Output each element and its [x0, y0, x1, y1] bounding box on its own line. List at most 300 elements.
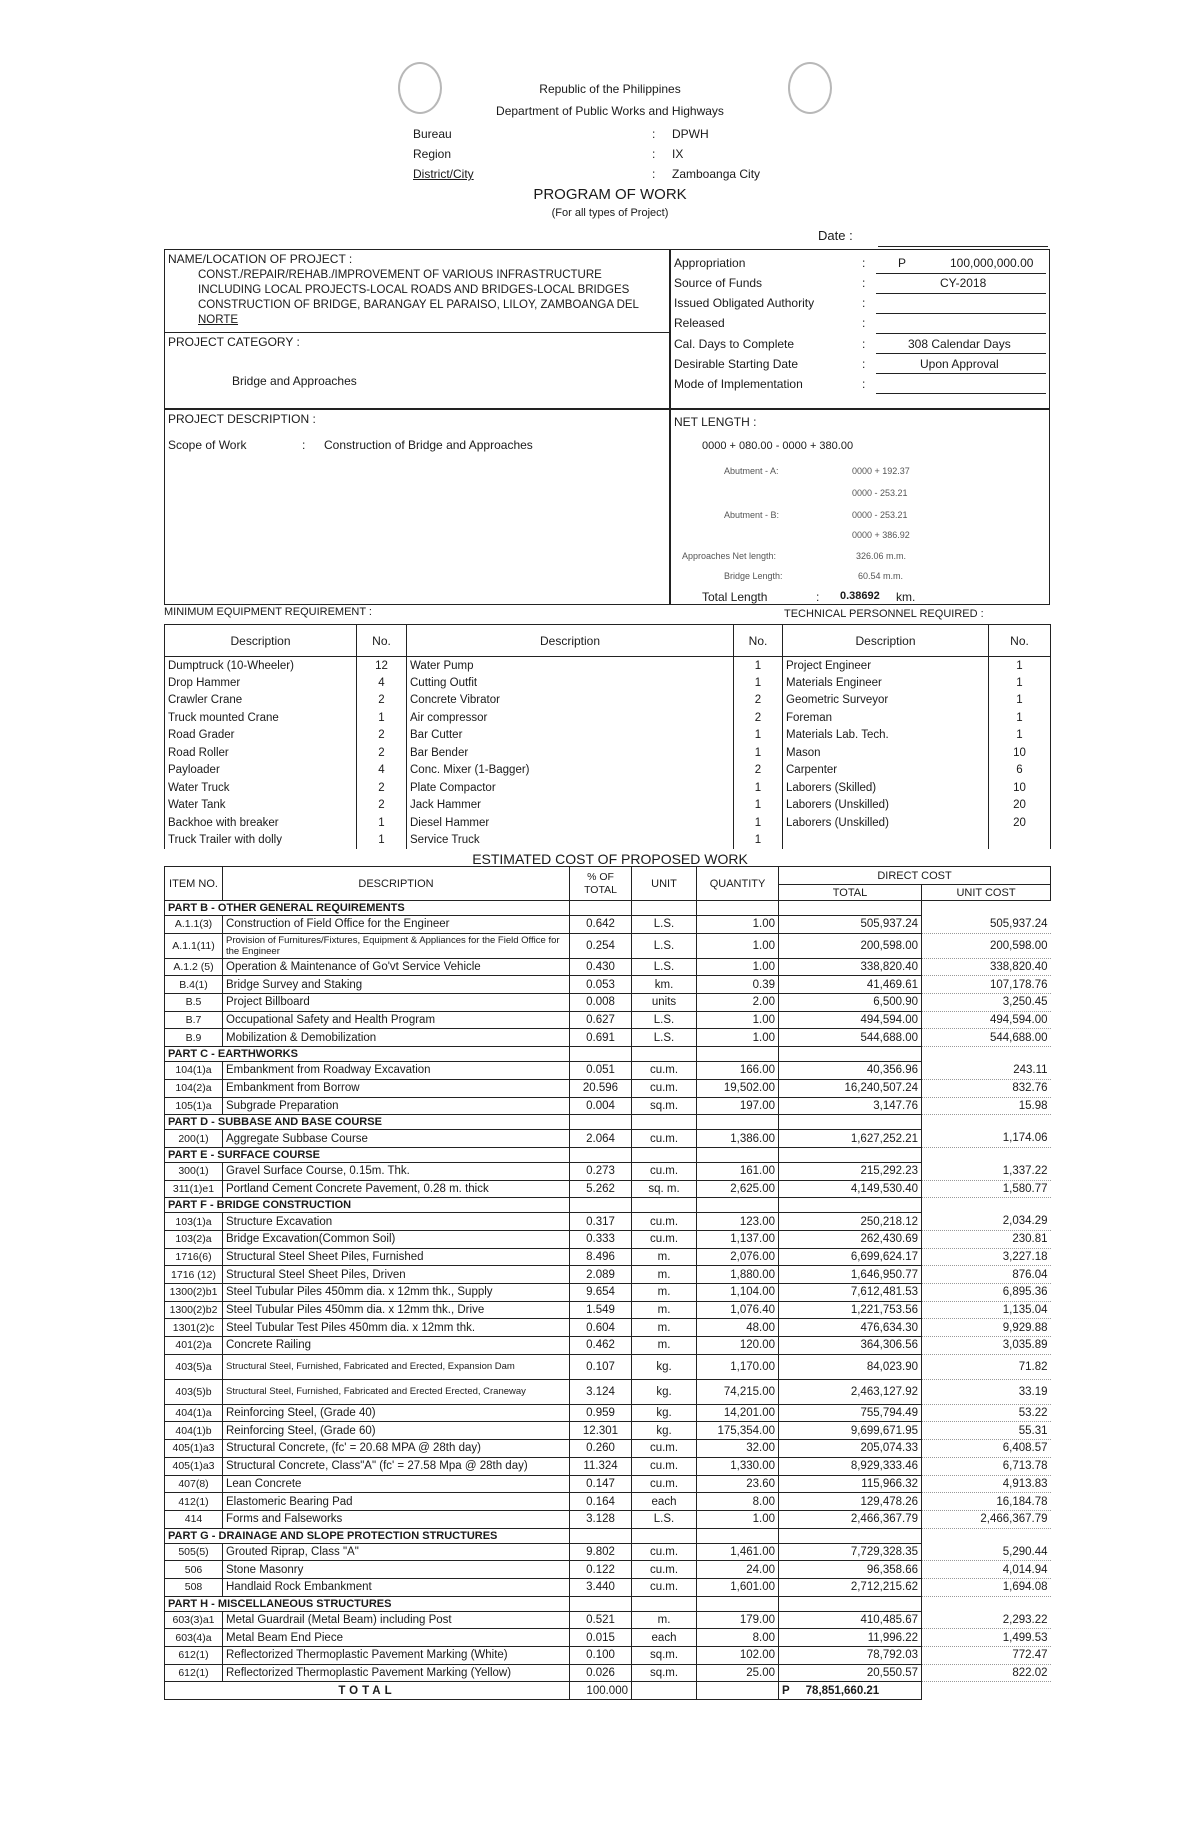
percent-of-total: 0.147 [570, 1475, 632, 1493]
table-row [165, 1062, 1051, 1080]
table-row [165, 1213, 1051, 1231]
empty-cell [779, 1115, 922, 1130]
empty-cell [632, 1198, 697, 1213]
equipment-desc: Air compressor [407, 709, 734, 727]
percent-of-total: 0.100 [570, 1647, 632, 1665]
station-range: 0000 + 080.00 - 0000 + 380.00 [702, 440, 854, 452]
total-cost: 505,937.24 [779, 916, 922, 934]
total-cost: 6,500.90 [779, 994, 922, 1012]
table-row [165, 1097, 1051, 1115]
equipment-desc-header: Description [165, 625, 357, 657]
equipment-desc: Plate Compactor [407, 779, 734, 797]
bureau-colon: : [652, 127, 656, 141]
empty-cell [697, 1147, 779, 1162]
republic-title: Republic of the Philippines [539, 82, 681, 96]
unit-cost: 2,034.29 [922, 1213, 1051, 1231]
region-colon: : [652, 147, 656, 161]
empty-cell [697, 1596, 779, 1611]
quantity: 175,354.00 [697, 1422, 779, 1440]
percent-of-total: 0.430 [570, 958, 632, 976]
percent-of-total: 0.122 [570, 1561, 632, 1579]
equipment-count: 12 [357, 657, 407, 675]
empty-cell [697, 901, 779, 916]
region-label: Region [413, 147, 452, 161]
unit-cost: 1,174.06 [922, 1130, 1051, 1148]
unit: m. [632, 1266, 697, 1284]
equipment-desc: Water Truck [165, 779, 357, 797]
equipment-row [165, 832, 1051, 850]
total-cost: 215,292.23 [779, 1162, 922, 1180]
equipment-desc: Conc. Mixer (1-Bagger) [407, 762, 734, 780]
item-no: B.5 [165, 994, 223, 1012]
personnel-count: 1 [989, 709, 1051, 727]
table-row [165, 1248, 1051, 1266]
item-no: 401(2)a [165, 1337, 223, 1355]
total-cost: 364,306.56 [779, 1337, 922, 1355]
source-funds-label: Source of Funds [674, 276, 763, 290]
table-row [165, 1284, 1051, 1302]
empty-cell [632, 1528, 697, 1543]
percent-of-total: 0.642 [570, 916, 632, 934]
equipment-title: MINIMUM EQUIPMENT REQUIREMENT : [164, 606, 372, 618]
percent-of-total: 0.604 [570, 1319, 632, 1337]
days-label: Cal. Days to Complete [674, 337, 795, 351]
unit-cost: 3,250.45 [922, 994, 1051, 1012]
item-no: 603(4)a [165, 1629, 223, 1647]
unit: m. [632, 1611, 697, 1629]
percent-of-total: 20.596 [570, 1079, 632, 1097]
equipment-count: 2 [734, 709, 783, 727]
empty-cell [570, 1596, 632, 1611]
page-subtitle: (For all types of Project) [551, 207, 669, 219]
percent-of-total: 0.959 [570, 1404, 632, 1422]
quantity: 1.00 [697, 933, 779, 958]
total-cost: 544,688.00 [779, 1029, 922, 1047]
unit-cost: 16,184.78 [922, 1493, 1051, 1511]
unit: kg. [632, 1379, 697, 1404]
item-no: 200(1) [165, 1130, 223, 1148]
total-cost: 4,149,530.40 [779, 1180, 922, 1198]
equipment-row [165, 814, 1051, 832]
item-description: Steel Tubular Test Piles 450mm dia. x 12mm thk. [223, 1319, 570, 1337]
unit: cu.m. [632, 1130, 697, 1148]
table-row [165, 958, 1051, 976]
quantity: 1,330.00 [697, 1457, 779, 1475]
quantity: 1,137.00 [697, 1230, 779, 1248]
unit-cost: 494,594.00 [922, 1011, 1051, 1029]
empty-cell [922, 1147, 1051, 1162]
item-no: A.1.1(11) [165, 933, 223, 958]
unit-cost: 544,688.00 [922, 1029, 1051, 1047]
scope-label: Scope of Work [168, 438, 247, 452]
percent-of-total: 0.164 [570, 1493, 632, 1511]
unit: cu.m. [632, 1457, 697, 1475]
quantity: 179.00 [697, 1611, 779, 1629]
item-no: 612(1) [165, 1664, 223, 1682]
equipment-count: 2 [357, 744, 407, 762]
unit-cost: 200,598.00 [922, 933, 1051, 958]
equipment-desc: Bar Cutter [407, 727, 734, 745]
total-cost: 20,550.57 [779, 1664, 922, 1682]
item-description: Structural Steel, Furnished, Fabricated and Erected, Expansion Dam [223, 1354, 570, 1379]
total-cost: 1,646,950.77 [779, 1266, 922, 1284]
item-no: B.7 [165, 1011, 223, 1029]
empty-cell [779, 1528, 922, 1543]
item-no: 103(1)a [165, 1213, 223, 1231]
total-cost: 41,469.61 [779, 976, 922, 994]
personnel-desc [783, 832, 989, 850]
item-description: Bridge Survey and Staking [223, 976, 570, 994]
table-row [165, 1354, 1051, 1379]
unit: m. [632, 1301, 697, 1319]
equipment-count: 2 [734, 762, 783, 780]
percent-of-total: 0.107 [570, 1354, 632, 1379]
table-row [165, 1266, 1051, 1284]
personnel-desc: Project Engineer [783, 657, 989, 675]
percent-of-total: 0.521 [570, 1611, 632, 1629]
table-row [165, 1664, 1051, 1682]
unit: cu.m. [632, 1543, 697, 1561]
quantity: 1.00 [697, 1029, 779, 1047]
scope-value: Construction of Bridge and Approaches [324, 438, 533, 452]
total-length-unit: km. [896, 590, 916, 604]
unit: m. [632, 1337, 697, 1355]
equipment-count: 2 [357, 692, 407, 710]
quantity: 74,215.00 [697, 1379, 779, 1404]
unit: sq.m. [632, 1647, 697, 1665]
personnel-desc: Laborers (Unskilled) [783, 797, 989, 815]
equipment-count: 2 [357, 727, 407, 745]
item-description: Steel Tubular Piles 450mm dia. x 12mm thk., Supply [223, 1284, 570, 1302]
unit-header: UNIT [632, 867, 697, 901]
equipment-desc: Jack Hammer [407, 797, 734, 815]
unit-cost: 832.76 [922, 1079, 1051, 1097]
empty-cell [697, 1528, 779, 1543]
table-row [165, 1561, 1051, 1579]
unit: each [632, 1629, 697, 1647]
quantity: 0.39 [697, 976, 779, 994]
abutment-b-label: Abutment - B: [724, 510, 780, 520]
table-row [165, 1162, 1051, 1180]
total-cost: 262,430.69 [779, 1230, 922, 1248]
empty-cell [922, 1596, 1051, 1611]
table-row [165, 1440, 1051, 1458]
unit-cost: 4,014.94 [922, 1561, 1051, 1579]
days-value: 308 Calendar Days [908, 337, 1011, 351]
field-line [876, 293, 1046, 294]
item-description: Embankment from Borrow [223, 1079, 570, 1097]
table-row [165, 1404, 1051, 1422]
equipment-row [165, 657, 1051, 675]
equipment-row [165, 779, 1051, 797]
personnel-desc: Materials Engineer [783, 674, 989, 692]
quantity: 19,502.00 [697, 1079, 779, 1097]
empty-cell [922, 1198, 1051, 1213]
total-cost: 205,074.33 [779, 1440, 922, 1458]
empty-cell [779, 901, 922, 916]
percent-of-total: 5.262 [570, 1180, 632, 1198]
field-line [876, 373, 1046, 374]
empty-cell [632, 1147, 697, 1162]
colon: : [862, 337, 866, 351]
table-row [165, 1337, 1051, 1355]
personnel-count: 6 [989, 762, 1051, 780]
personnel-count: 20 [989, 797, 1051, 815]
start-date-label: Desirable Starting Date [674, 357, 799, 371]
mode-label: Mode of Implementation [674, 377, 803, 391]
percent-of-total: 0.053 [570, 976, 632, 994]
description-header: DESCRIPTION [223, 867, 570, 901]
item-description: Project Billboard [223, 994, 570, 1012]
item-description: Forms and Falseworks [223, 1510, 570, 1528]
unit-cost: 4,913.83 [922, 1475, 1051, 1493]
percent-of-total: 0.333 [570, 1230, 632, 1248]
total-cost: 1,627,252.21 [779, 1130, 922, 1148]
table-row [165, 1130, 1051, 1148]
quantity: 1,170.00 [697, 1354, 779, 1379]
percent-of-total: 0.462 [570, 1337, 632, 1355]
quantity: 166.00 [697, 1062, 779, 1080]
quantity-header: QUANTITY [697, 867, 779, 901]
divider [164, 332, 670, 333]
total-cost: 7,612,481.53 [779, 1284, 922, 1302]
field-line [876, 353, 1046, 354]
percent-of-total: 2.064 [570, 1130, 632, 1148]
item-description: Handlaid Rock Embankment [223, 1578, 570, 1596]
quantity: 2,076.00 [697, 1248, 779, 1266]
percent-of-total: 0.008 [570, 994, 632, 1012]
percent-of-total: 0.317 [570, 1213, 632, 1231]
unit-cost: 1,580.77 [922, 1180, 1051, 1198]
item-no: 407(8) [165, 1475, 223, 1493]
table-row [165, 1543, 1051, 1561]
unit: sq.m. [632, 1664, 697, 1682]
item-no: 1301(2)c [165, 1319, 223, 1337]
personnel-desc: Laborers (Unskilled) [783, 814, 989, 832]
quantity: 1,461.00 [697, 1543, 779, 1561]
part-header-row [165, 1115, 1051, 1130]
unit: kg. [632, 1422, 697, 1440]
quantity: 2.00 [697, 994, 779, 1012]
empty-cell [570, 1198, 632, 1213]
percent-of-total: 0.004 [570, 1097, 632, 1115]
item-description: Metal Beam End Piece [223, 1629, 570, 1647]
equipment-count: 1 [357, 709, 407, 727]
equipment-count: 4 [357, 762, 407, 780]
item-description: Gravel Surface Course, 0.15m. Thk. [223, 1162, 570, 1180]
equipment-row [165, 797, 1051, 815]
part-title: PART C - EARTHWORKS [165, 1047, 570, 1062]
unit: L.S. [632, 1029, 697, 1047]
item-no: 1300(2)b2 [165, 1301, 223, 1319]
personnel-desc: Carpenter [783, 762, 989, 780]
equipment-no-header: No. [734, 625, 783, 657]
percent-of-total: 8.496 [570, 1248, 632, 1266]
equipment-desc: Bar Bender [407, 744, 734, 762]
item-description: Grouted Riprap, Class "A" [223, 1543, 570, 1561]
part-header-row [165, 1047, 1051, 1062]
percent-of-total: 9.802 [570, 1543, 632, 1561]
item-description: Elastomeric Bearing Pad [223, 1493, 570, 1511]
item-description: Structural Steel Sheet Piles, Driven [223, 1266, 570, 1284]
item-description: Mobilization & Demobilization [223, 1029, 570, 1047]
total-label: TOTAL [165, 1682, 570, 1700]
item-no: 1716(6) [165, 1248, 223, 1266]
quantity: 102.00 [697, 1647, 779, 1665]
unit-cost: 2,293.22 [922, 1611, 1051, 1629]
table-row [165, 1319, 1051, 1337]
total-cost: 200,598.00 [779, 933, 922, 958]
item-no: 405(1)a3 [165, 1457, 223, 1475]
source-funds-value: CY-2018 [940, 276, 987, 290]
empty-cell [632, 1682, 697, 1700]
quantity: 1,601.00 [697, 1578, 779, 1596]
unit-cost: 71.82 [922, 1354, 1051, 1379]
percent-of-total: 3.128 [570, 1510, 632, 1528]
table-row [165, 1475, 1051, 1493]
issued-authority-label: Issued Obligated Authority [674, 296, 815, 310]
unit-cost: 822.02 [922, 1664, 1051, 1682]
unit-cost: 6,713.78 [922, 1457, 1051, 1475]
colon: : [862, 296, 866, 310]
total-cost: 2,463,127.92 [779, 1379, 922, 1404]
total-length-label: Total Length [702, 590, 768, 604]
item-no: 603(3)a1 [165, 1611, 223, 1629]
empty-cell [570, 1528, 632, 1543]
quantity: 1,076.40 [697, 1301, 779, 1319]
table-row [165, 1629, 1051, 1647]
item-description: Reinforcing Steel, (Grade 40) [223, 1404, 570, 1422]
empty-cell [779, 1198, 922, 1213]
quantity: 32.00 [697, 1440, 779, 1458]
personnel-desc: Laborers (Skilled) [783, 779, 989, 797]
page-title: PROGRAM OF WORK [533, 186, 687, 203]
total-cost: 2,712,215.62 [779, 1578, 922, 1596]
percent-of-total: 12.301 [570, 1422, 632, 1440]
unit: cu.m. [632, 1475, 697, 1493]
item-description: Aggregate Subbase Course [223, 1130, 570, 1148]
quantity: 8.00 [697, 1493, 779, 1511]
equipment-count: 2 [734, 692, 783, 710]
direct-cost-header: DIRECT COST [779, 867, 1051, 885]
item-no: 300(1) [165, 1162, 223, 1180]
empty-cell [779, 1596, 922, 1611]
unit: cu.m. [632, 1213, 697, 1231]
approaches-label: Approaches Net length: [682, 551, 777, 561]
table-row [165, 1379, 1051, 1404]
percent-of-total: 0.260 [570, 1440, 632, 1458]
unit: L.S. [632, 1011, 697, 1029]
date-line [878, 246, 1048, 247]
item-description: Construction of Field Office for the Engineer [223, 916, 570, 934]
unit-cost-header: UNIT COST [922, 885, 1051, 901]
personnel-count: 1 [989, 657, 1051, 675]
quantity: 14,201.00 [697, 1404, 779, 1422]
unit-cost: 6,895.36 [922, 1284, 1051, 1302]
item-no: B.9 [165, 1029, 223, 1047]
unit-cost: 1,135.04 [922, 1301, 1051, 1319]
equipment-desc: Water Pump [407, 657, 734, 675]
table-row [165, 1230, 1051, 1248]
total-cost: 338,820.40 [779, 958, 922, 976]
department-title: Department of Public Works and Highways [496, 104, 724, 118]
total-cost: 755,794.49 [779, 1404, 922, 1422]
equipment-count: 2 [357, 779, 407, 797]
unit-cost: 1,499.53 [922, 1629, 1051, 1647]
part-title: PART H - MISCELLANEOUS STRUCTURES [165, 1596, 570, 1611]
table-row [165, 994, 1051, 1012]
total-cost: 476,634.30 [779, 1319, 922, 1337]
empty-cell [922, 1528, 1051, 1543]
empty-cell [697, 1682, 779, 1700]
percent-of-total: 1.549 [570, 1301, 632, 1319]
grand-total: P 78,851,660.21 [779, 1682, 922, 1700]
empty-cell [632, 901, 697, 916]
cost-table [164, 866, 1051, 1700]
colon: : [862, 357, 866, 371]
item-description: Concrete Railing [223, 1337, 570, 1355]
equipment-desc: Dumptruck (10-Wheeler) [165, 657, 357, 675]
bureau-label: Bureau [413, 127, 452, 141]
item-description: Provision of Furnitures/Fixtures, Equipment & Appliances for the Field Office for the Engineer [223, 933, 570, 958]
personnel-desc: Materials Lab. Tech. [783, 727, 989, 745]
unit-cost: 15.98 [922, 1097, 1051, 1115]
district-colon: : [652, 167, 656, 181]
part-title: PART B - OTHER GENERAL REQUIREMENTS [165, 901, 570, 916]
unit-cost: 33.19 [922, 1379, 1051, 1404]
table-row [165, 976, 1051, 994]
part-header-row [165, 1198, 1051, 1213]
quantity: 25.00 [697, 1664, 779, 1682]
equipment-desc: Service Truck [407, 832, 734, 850]
equipment-no-header: No. [357, 625, 407, 657]
item-no: 403(5)b [165, 1379, 223, 1404]
unit-cost: 107,178.76 [922, 976, 1051, 994]
quantity: 1,104.00 [697, 1284, 779, 1302]
appropriation-label: Appropriation [674, 256, 746, 270]
total-cost: 84,023.90 [779, 1354, 922, 1379]
item-no: 414 [165, 1510, 223, 1528]
equipment-row [165, 744, 1051, 762]
quantity: 48.00 [697, 1319, 779, 1337]
empty-cell [570, 901, 632, 916]
unit: cu.m. [632, 1062, 697, 1080]
item-no: B.4(1) [165, 976, 223, 994]
item-description: Lean Concrete [223, 1475, 570, 1493]
item-no: 105(1)a [165, 1097, 223, 1115]
quantity: 161.00 [697, 1162, 779, 1180]
equipment-personnel-table [164, 624, 1051, 849]
part-title: PART G - DRAINAGE AND SLOPE PROTECTION STRUCTURES [165, 1528, 570, 1543]
total-cost: 40,356.96 [779, 1062, 922, 1080]
equipment-desc-header: Description [407, 625, 734, 657]
empty-cell [779, 1047, 922, 1062]
equipment-desc: Drop Hammer [165, 674, 357, 692]
percent-header: % OF TOTAL [570, 867, 632, 901]
unit-cost: 876.04 [922, 1266, 1051, 1284]
unit: kg. [632, 1354, 697, 1379]
equipment-desc: Concrete Vibrator [407, 692, 734, 710]
part-title: PART D - SUBBASE AND BASE COURSE [165, 1115, 570, 1130]
item-no: 311(1)e1 [165, 1180, 223, 1198]
item-description: Structural Steel, Furnished, Fabricated and Erected Erected, Craneway [223, 1379, 570, 1404]
unit: cu.m. [632, 1578, 697, 1596]
equipment-desc: Road Roller [165, 744, 357, 762]
field-line [876, 273, 1046, 274]
abutment-a-station-2: 0000 - 253.21 [852, 488, 908, 498]
percent-of-total: 2.089 [570, 1266, 632, 1284]
unit: km. [632, 976, 697, 994]
